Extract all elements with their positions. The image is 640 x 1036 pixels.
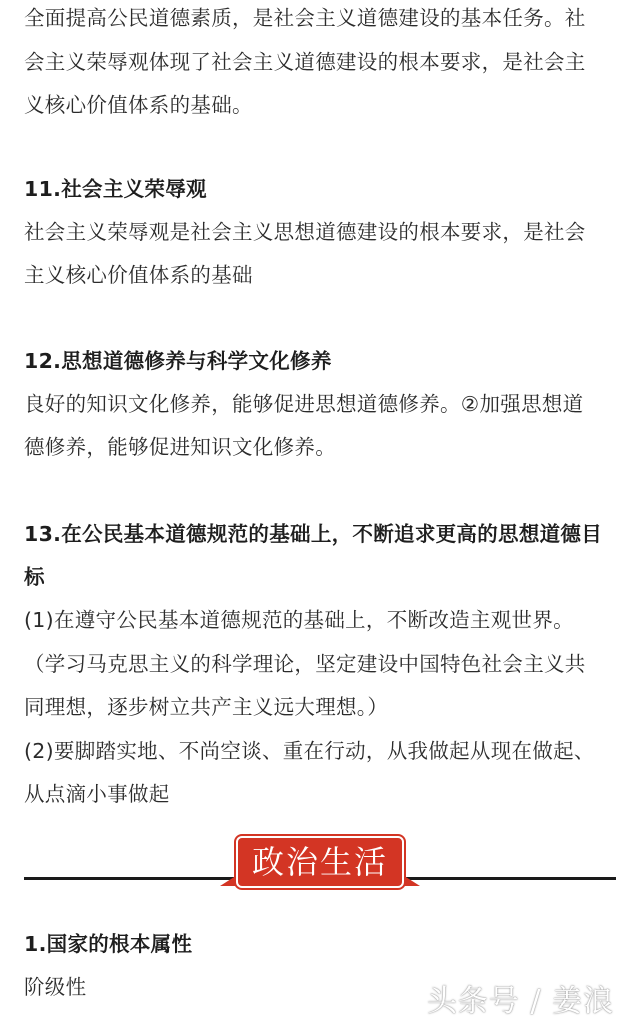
section-13-line-1: (1)在遵守公民基本道德规范的基础上，不断改造主观世界。: [24, 608, 574, 632]
section-banner-label: 政治生活: [236, 836, 404, 888]
section-13-line-3: 同理想，逐步树立共产主义远大理想。）: [24, 695, 389, 719]
intro-line-2: 会主义荣辱观体现了社会主义道德建设的根本要求，是社会主: [24, 50, 586, 74]
politics-line-1: 阶级性: [24, 975, 87, 999]
section-13-line-4: (2)要脚踏实地、不尚空谈、重在行动，从我做起从现在做起、: [24, 739, 595, 763]
intro-line-1: 全面提高公民道德素质，是社会主义道德建设的基本任务。社: [24, 6, 586, 30]
politics-heading: 1.国家的根本属性: [24, 932, 193, 956]
section-13-heading-line-2: 标: [24, 565, 45, 589]
section-12-heading: 12.思想道德修养与科学文化修养: [24, 349, 332, 373]
section-13-line-2: （学习马克思主义的科学理论，坚定建设中国特色社会主义共: [24, 652, 586, 676]
section-12-line-2: 德修养，能够促进知识文化修养。: [24, 435, 336, 459]
section-divider: [24, 836, 616, 888]
section-13-line-5: 从点滴小事做起: [24, 782, 170, 806]
section-11-line-2: 主义核心价值体系的基础: [24, 263, 253, 287]
watermark: 头条号 / 姜浪: [426, 984, 614, 1019]
section-12-line-1: 良好的知识文化修养，能够促进思想道德修养。②加强思想道: [24, 392, 584, 416]
intro-line-3: 义核心价值体系的基础。: [24, 93, 253, 117]
section-11-heading: 11.社会主义荣辱观: [24, 177, 207, 201]
section-13-heading-line-1: 13.在公民基本道德规范的基础上，不断追求更高的思想道德目: [24, 522, 603, 546]
section-11-line-1: 社会主义荣辱观是社会主义思想道德建设的根本要求，是社会: [24, 220, 586, 244]
